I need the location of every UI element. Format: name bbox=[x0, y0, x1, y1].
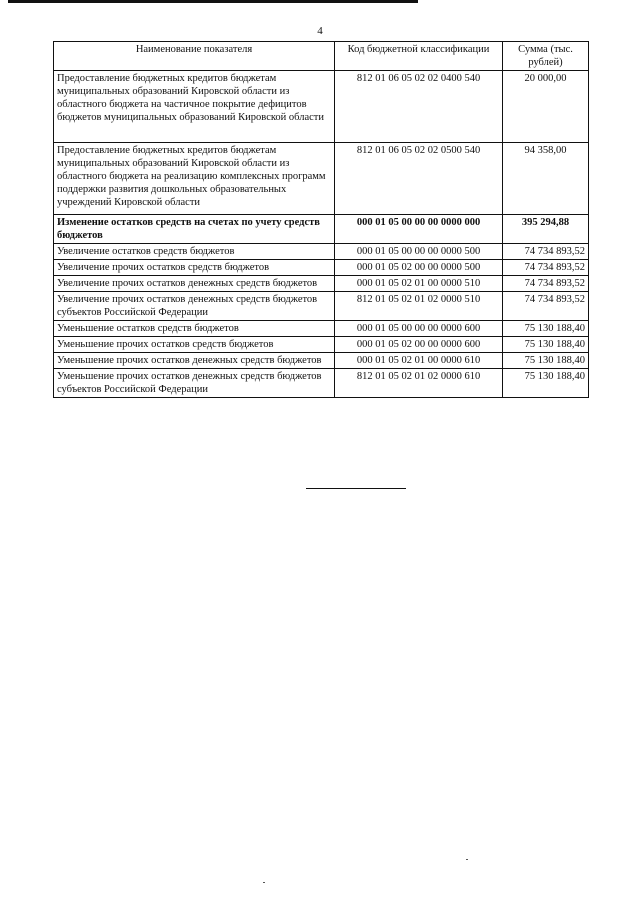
scan-speck bbox=[263, 882, 265, 883]
header-code: Код бюджетной классификации bbox=[335, 42, 503, 71]
row-amount: 94 358,00 bbox=[503, 143, 589, 215]
row-code: 812 01 06 05 02 02 0400 540 bbox=[335, 71, 503, 143]
row-name: Увеличение прочих остатков денежных средств бюджетов субъектов Российской Федерации bbox=[54, 292, 335, 321]
row-code: 000 01 05 00 00 00 0000 000 bbox=[335, 215, 503, 244]
top-rule bbox=[8, 0, 418, 3]
row-name: Увеличение остатков средств бюджетов bbox=[54, 244, 335, 260]
row-amount: 75 130 188,40 bbox=[503, 321, 589, 337]
row-amount: 75 130 188,40 bbox=[503, 369, 589, 398]
table-row bbox=[54, 143, 589, 215]
row-amount: 74 734 893,52 bbox=[503, 244, 589, 260]
scan-speck bbox=[466, 859, 468, 860]
row-name: Изменение остатков средств на счетах по учету средств бюджетов bbox=[54, 215, 335, 244]
row-amount: 395 294,88 bbox=[503, 215, 589, 244]
page-number: 4 bbox=[317, 25, 323, 37]
row-name: Уменьшение остатков средств бюджетов bbox=[54, 321, 335, 337]
table-row bbox=[54, 71, 589, 143]
row-amount: 74 734 893,52 bbox=[503, 276, 589, 292]
header-amount: Сумма (тыс. рублей) bbox=[503, 42, 589, 71]
row-amount: 74 734 893,52 bbox=[503, 260, 589, 276]
row-name: Предоставление бюджетных кредитов бюджетам муниципальных образований Кировской области из областного бюджета на частичное покрытие дефицитов бюджетов муниципальных образований Кировской области bbox=[54, 71, 335, 143]
row-amount: 75 130 188,40 bbox=[503, 337, 589, 353]
row-code: 000 01 05 02 00 00 0000 600 bbox=[335, 337, 503, 353]
table-row bbox=[54, 337, 589, 353]
table-row bbox=[54, 260, 589, 276]
budget-table bbox=[53, 41, 589, 398]
table-row bbox=[54, 369, 589, 398]
table-row bbox=[54, 292, 589, 321]
row-amount: 75 130 188,40 bbox=[503, 353, 589, 369]
row-name: Увеличение прочих остатков средств бюджетов bbox=[54, 260, 335, 276]
table-row bbox=[54, 276, 589, 292]
table-row bbox=[54, 321, 589, 337]
row-code: 000 01 05 02 01 00 0000 610 bbox=[335, 353, 503, 369]
row-amount: 74 734 893,52 bbox=[503, 292, 589, 321]
row-amount: 20 000,00 bbox=[503, 71, 589, 143]
row-name: Уменьшение прочих остатков денежных средств бюджетов субъектов Российской Федерации bbox=[54, 369, 335, 398]
table-row bbox=[54, 353, 589, 369]
row-name: Уменьшение прочих остатков средств бюджетов bbox=[54, 337, 335, 353]
row-name: Предоставление бюджетных кредитов бюджетам муниципальных образований Кировской области из областного бюджета на реализацию комплексных программ поддержки развития дошкольных образовательных учреждений Кировской области bbox=[54, 143, 335, 215]
end-rule bbox=[306, 488, 406, 489]
row-code: 000 01 05 00 00 00 0000 500 bbox=[335, 244, 503, 260]
row-code: 000 01 05 02 01 00 0000 510 bbox=[335, 276, 503, 292]
row-code: 000 01 05 02 00 00 0000 500 bbox=[335, 260, 503, 276]
header-name: Наименование показателя bbox=[54, 42, 335, 71]
table-row bbox=[54, 244, 589, 260]
row-name: Уменьшение прочих остатков денежных средств бюджетов bbox=[54, 353, 335, 369]
row-code: 812 01 05 02 01 02 0000 610 bbox=[335, 369, 503, 398]
row-name: Увеличение прочих остатков денежных средств бюджетов bbox=[54, 276, 335, 292]
row-code: 812 01 06 05 02 02 0500 540 bbox=[335, 143, 503, 215]
table-row bbox=[54, 215, 589, 244]
row-code: 812 01 05 02 01 02 0000 510 bbox=[335, 292, 503, 321]
table-header-row bbox=[54, 42, 589, 71]
row-code: 000 01 05 00 00 00 0000 600 bbox=[335, 321, 503, 337]
